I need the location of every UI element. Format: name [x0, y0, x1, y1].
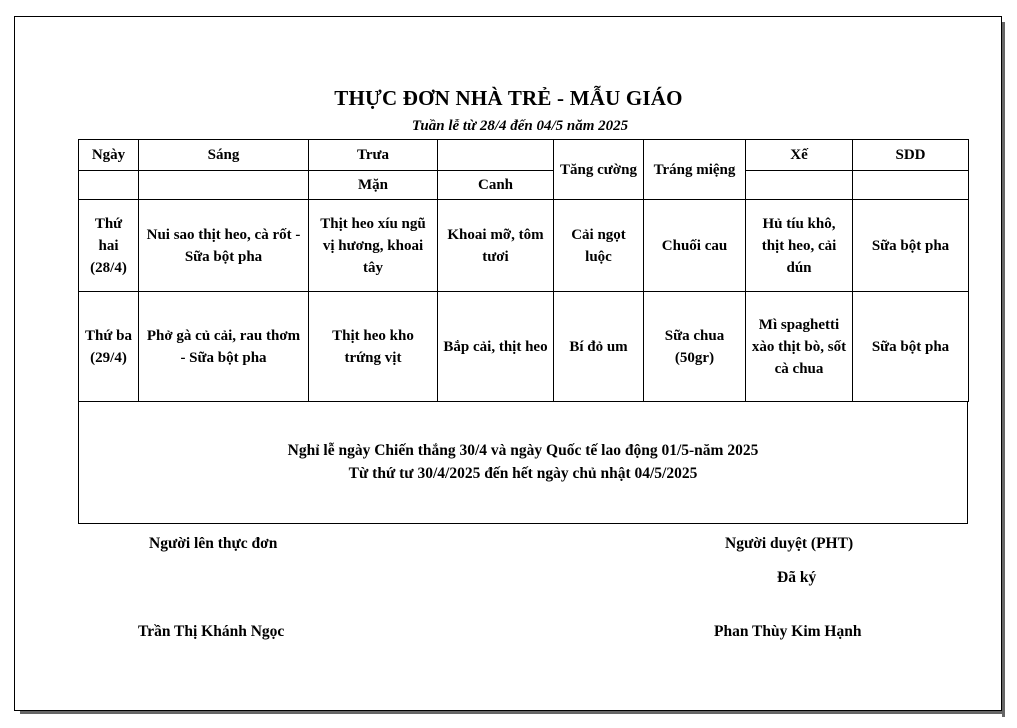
col-header-xe: Xế	[746, 140, 853, 171]
cell-man: Thịt heo kho trứng vịt	[309, 292, 438, 402]
col-header-trua: Trưa	[309, 140, 438, 171]
cell-man: Thịt heo xíu ngũ vị hương, khoai tây	[309, 200, 438, 292]
blank-cell	[79, 171, 139, 200]
approver-label: Người duyệt (PHT)	[725, 535, 854, 552]
notice-line-2: Từ thứ tư 30/4/2025 đến hết ngày chủ nhật 04/5/2025	[348, 465, 698, 482]
header-row-1	[79, 140, 969, 171]
blank-cell	[746, 171, 853, 200]
page-subtitle: Tuần lễ từ 28/4 đến 04/5 năm 2025	[411, 118, 629, 134]
cell-trang-mieng: Chuối cau	[644, 200, 746, 292]
blank-cell	[853, 171, 969, 200]
col-header-sang: Sáng	[139, 140, 309, 171]
cell-xe: Mì spaghetti xào thịt bò, sốt cà chua	[746, 292, 853, 402]
cell-sdd: Sữa bột pha	[853, 200, 969, 292]
blank-cell	[139, 171, 309, 200]
col-header-empty	[438, 140, 554, 171]
table-row	[79, 292, 969, 402]
col-header-tang-cuong: Tăng cường	[554, 140, 644, 200]
cell-trang-mieng: Sữa chua (50gr)	[644, 292, 746, 402]
page-shadow-bottom	[20, 711, 1005, 714]
holiday-notice	[78, 401, 968, 524]
cell-canh: Khoai mỡ, tôm tươi	[438, 200, 554, 292]
cell-tang-cuong: Bí đỏ um	[554, 292, 644, 402]
col-header-canh: Canh	[438, 171, 554, 200]
approver-status: Đã ký	[777, 569, 817, 586]
table-row	[79, 200, 969, 292]
col-header-sdd: SDD	[853, 140, 969, 171]
page-title: THỰC ĐƠN NHÀ TRẺ - MẪU GIÁO	[334, 86, 683, 110]
cell-day: Thứ hai (28/4)	[79, 200, 139, 292]
notice-line-1: Nghỉ lễ ngày Chiến thắng 30/4 và ngày Quốc tế lao động 01/5-năm 2025	[287, 442, 759, 459]
cell-tang-cuong: Cải ngọt luộc	[554, 200, 644, 292]
cell-sang: Nui sao thịt heo, cà rốt - Sữa bột pha	[139, 200, 309, 292]
cell-sdd: Sữa bột pha	[853, 292, 969, 402]
cell-day: Thứ ba (29/4)	[79, 292, 139, 402]
creator-name: Trần Thị Khánh Ngọc	[138, 623, 285, 640]
col-header-trang-mieng: Tráng miệng	[644, 140, 746, 200]
menu-table	[78, 139, 969, 402]
cell-canh: Bắp cải, thịt heo	[438, 292, 554, 402]
approver-name: Phan Thùy Kim Hạnh	[714, 623, 862, 640]
creator-label: Người lên thực đơn	[149, 535, 278, 552]
header-row-2	[79, 171, 969, 200]
col-header-man: Mặn	[309, 171, 438, 200]
cell-xe: Hủ tíu khô, thịt heo, cải dún	[746, 200, 853, 292]
col-header-ngay: Ngày	[79, 140, 139, 171]
cell-sang: Phở gà củ cải, rau thơm - Sữa bột pha	[139, 292, 309, 402]
